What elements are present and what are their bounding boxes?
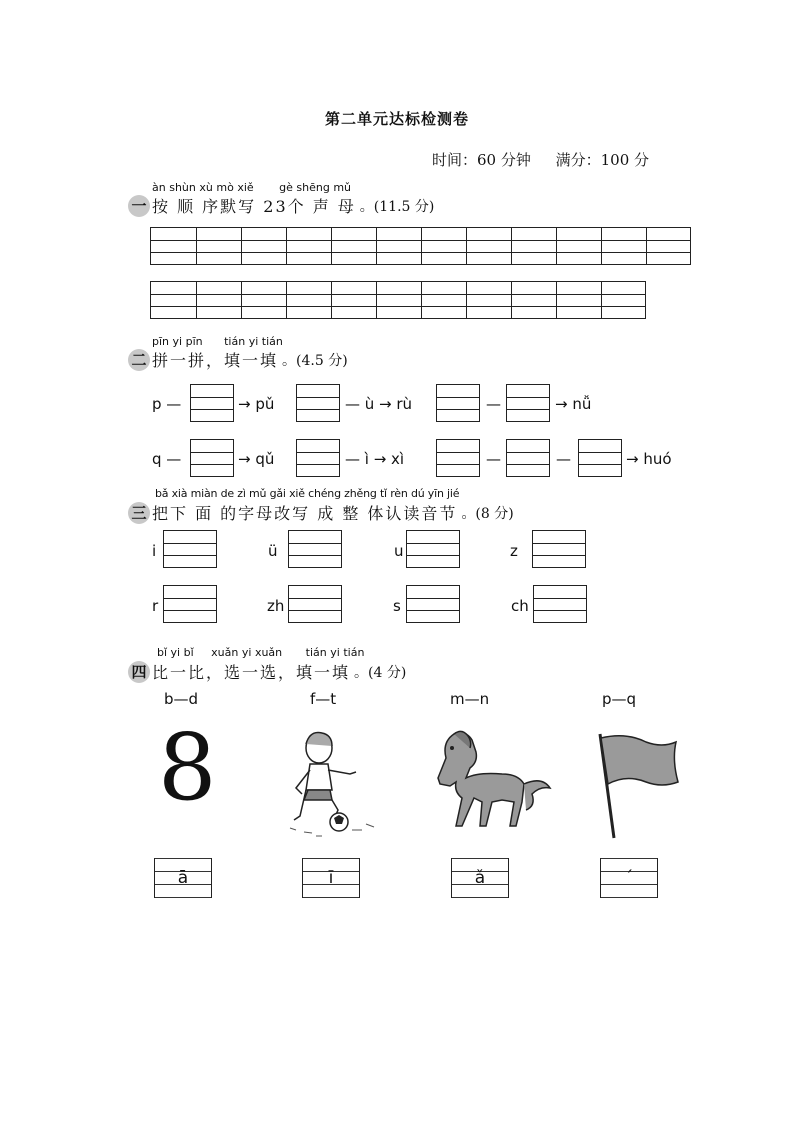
tone-mark: ǎ — [474, 868, 486, 888]
pinyin: xuǎn — [211, 646, 239, 659]
question-score: 。(4.5 分) — [282, 352, 348, 369]
pinyin: zì — [237, 487, 246, 500]
pinyin-blank[interactable] — [436, 439, 480, 477]
question-text: 拼一拼，填一填 — [152, 351, 279, 370]
q3-pinyin — [155, 487, 459, 500]
pinyin: pīn — [152, 335, 170, 348]
letter-pair: p—q — [602, 690, 637, 708]
question-score: 。(11.5 分) — [359, 198, 435, 215]
q2-heading — [128, 348, 348, 371]
letter-pair: m—n — [450, 690, 490, 708]
pinyin: pīn — [185, 335, 203, 348]
letter-label: ch — [511, 597, 529, 615]
boy-kicking-ball-picture — [286, 728, 390, 840]
q2-row2-part3: — — [486, 450, 501, 468]
horse-picture — [432, 728, 552, 836]
pinyin: bǐ — [157, 646, 168, 659]
q1-pinyin — [152, 181, 351, 194]
letter-label: u — [394, 542, 404, 560]
pinyin: àn — [152, 181, 166, 194]
letter-label: z — [510, 542, 518, 560]
syllable-blank[interactable] — [533, 585, 587, 623]
syllable-blank[interactable] — [406, 585, 460, 623]
pinyin-blank[interactable] — [578, 439, 622, 477]
q2-row2-part1: → qǔ — [238, 450, 275, 468]
writing-grid-row2[interactable] — [150, 281, 646, 319]
syllable-blank[interactable] — [288, 585, 342, 623]
q2-row2-part4: — — [556, 450, 571, 468]
q2-row2-part2: — ì → xì — [345, 450, 405, 468]
pinyin: xiě — [237, 181, 254, 194]
question-number: 一 — [128, 195, 150, 217]
pinyin: bǎ — [155, 487, 169, 500]
q1-heading — [128, 194, 434, 217]
q2-pinyin — [152, 335, 283, 348]
tone-mark: ī — [328, 868, 334, 888]
full-score: 满分：100 分 — [555, 151, 650, 169]
pinyin-blank[interactable] — [506, 439, 550, 477]
pinyin: xià — [171, 487, 188, 500]
question-text: 按 顺 序默写 23个 声 母 — [152, 197, 356, 216]
pinyin: miàn — [190, 487, 218, 500]
question-score: 。(8 分) — [461, 505, 514, 522]
time-limit: 时间：60 分钟 — [432, 151, 531, 169]
pinyin: de — [220, 487, 234, 500]
letter-label: zh — [267, 597, 285, 615]
pinyin: dú — [410, 487, 425, 500]
pinyin-blank[interactable] — [190, 439, 234, 477]
pinyin: shùn — [169, 181, 196, 194]
pinyin: mǔ — [249, 487, 267, 500]
q2-row1-part2: — ù → rù — [345, 395, 413, 413]
flag-picture — [596, 730, 686, 840]
q3-heading — [128, 501, 514, 524]
q2-row1-part4: → nǚ — [555, 395, 592, 413]
pinyin: yīn — [427, 487, 444, 500]
q2-row2-start: q — — [152, 450, 182, 468]
pinyin: bǐ — [183, 646, 194, 659]
syllable-blank[interactable] — [532, 530, 586, 568]
pinyin: tǐ — [379, 487, 387, 500]
pinyin: xiě — [289, 487, 305, 500]
pinyin: yi — [241, 646, 252, 659]
tone-mark: ā — [177, 868, 189, 888]
writing-grid-row1[interactable] — [150, 227, 691, 265]
letter-label: ü — [268, 542, 278, 560]
pinyin-blank[interactable] — [436, 384, 480, 422]
pinyin: mǔ — [333, 181, 352, 194]
pinyin: tián — [261, 335, 283, 348]
q2-row1-part3: — — [486, 395, 501, 413]
syllable-blank[interactable] — [163, 585, 217, 623]
letter-pair: f—t — [310, 690, 337, 708]
pinyin: xù — [199, 181, 213, 194]
pinyin: tián — [224, 335, 246, 348]
pinyin: zhěng — [344, 487, 377, 500]
letter-pair: b—d — [164, 690, 199, 708]
tone-answer-box[interactable] — [451, 858, 509, 898]
pinyin: yi — [172, 335, 183, 348]
q4-heading — [128, 660, 406, 683]
pinyin: tián — [343, 646, 365, 659]
question-number: 三 — [128, 502, 150, 524]
pinyin: gè — [279, 181, 293, 194]
q4-pinyin — [157, 646, 364, 659]
letter-label: s — [393, 597, 401, 615]
q2-row2-part5: → huó — [626, 450, 672, 468]
pinyin-blank[interactable] — [296, 439, 340, 477]
letter-label: i — [152, 542, 157, 560]
question-text: 比一比，选一选，填一填 — [152, 663, 351, 682]
tone-mark: ˊ — [624, 868, 634, 888]
syllable-blank[interactable] — [406, 530, 460, 568]
tone-answer-box[interactable] — [302, 858, 360, 898]
pinyin: chéng — [308, 487, 341, 500]
tone-answer-box[interactable] — [154, 858, 212, 898]
pinyin: jié — [447, 487, 460, 500]
q2-row1-part1: → pǔ — [238, 395, 275, 413]
question-number: 四 — [128, 661, 150, 683]
pinyin-blank[interactable] — [190, 384, 234, 422]
pinyin: xuǎn — [254, 646, 283, 659]
question-text: 把下 面 的字母改写 成 整 体认读音节 — [152, 504, 458, 523]
tone-answer-box[interactable] — [600, 858, 658, 898]
q2-row1-start: p — — [152, 395, 182, 413]
letter-label: r — [152, 597, 159, 615]
pinyin: shēng — [296, 181, 330, 194]
pinyin-blank[interactable] — [296, 384, 340, 422]
pinyin: rèn — [390, 487, 408, 500]
pinyin-blank[interactable] — [506, 384, 550, 422]
pinyin: yi — [170, 646, 181, 659]
question-score: 。(4 分) — [354, 664, 407, 681]
digit-eight-picture: 8 — [158, 714, 217, 821]
exam-meta — [432, 149, 669, 170]
pinyin: yi — [248, 335, 259, 348]
pinyin: tián — [305, 646, 327, 659]
syllable-blank[interactable] — [163, 530, 217, 568]
pinyin: gǎi — [269, 487, 286, 500]
pinyin: mò — [216, 181, 234, 194]
page-title: 第二单元达标检测卷 — [324, 110, 469, 128]
syllable-blank[interactable] — [288, 530, 342, 568]
pinyin: yi — [330, 646, 340, 659]
question-number: 二 — [128, 349, 150, 371]
